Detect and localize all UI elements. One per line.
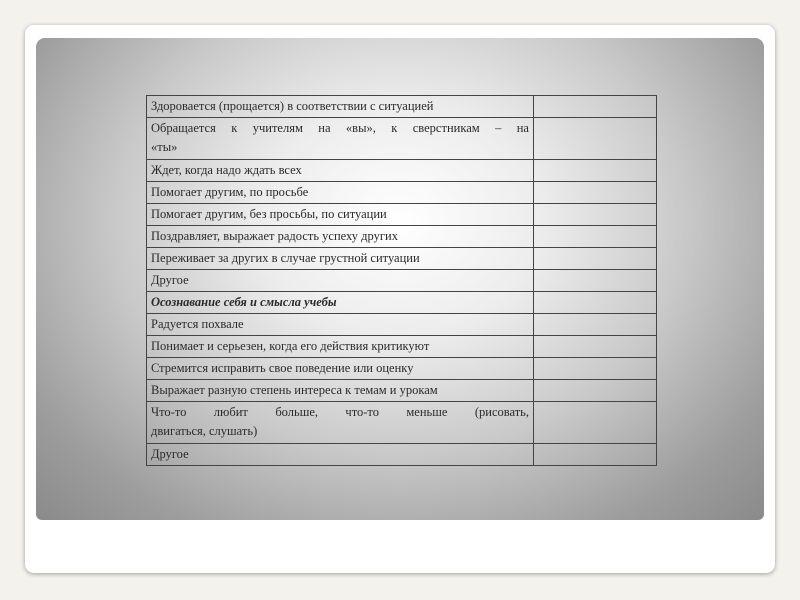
row-value-cell[interactable]	[534, 380, 657, 402]
row-value-cell[interactable]	[534, 226, 657, 248]
row-label	[147, 402, 534, 444]
table-row	[147, 226, 657, 248]
table-row	[147, 380, 657, 402]
table-row	[147, 444, 657, 466]
table-row	[147, 270, 657, 292]
row-label-line: Обращается к учителям на «вы», к сверстникам – на	[151, 121, 529, 135]
section-header-label: Осознавание себя и смысла учебы	[147, 292, 534, 314]
row-value-cell[interactable]	[534, 314, 657, 336]
row-value-cell[interactable]	[534, 204, 657, 226]
section-header-row	[147, 292, 657, 314]
table-row	[147, 182, 657, 204]
table-row	[147, 204, 657, 226]
row-label: Другое	[147, 444, 534, 466]
table-row	[147, 96, 657, 118]
row-value-cell[interactable]	[534, 118, 657, 160]
row-value-cell[interactable]	[534, 444, 657, 466]
row-label: Помогает другим, по просьбе	[147, 182, 534, 204]
table-row	[147, 118, 657, 160]
row-label: Ждет, когда надо ждать всех	[147, 160, 534, 182]
table-row	[147, 358, 657, 380]
table-row	[147, 314, 657, 336]
row-label: Стремится исправить свое поведение или оценку	[147, 358, 534, 380]
row-label-line: «ты»	[151, 140, 178, 154]
table-row	[147, 160, 657, 182]
row-value-cell[interactable]	[534, 358, 657, 380]
row-value-cell[interactable]	[534, 96, 657, 118]
behavior-checklist-table	[146, 95, 657, 466]
row-value-cell[interactable]	[534, 182, 657, 204]
table-row	[147, 336, 657, 358]
table-row	[147, 402, 657, 444]
row-label	[147, 118, 534, 160]
row-label-line: двигаться, слушать)	[151, 424, 258, 438]
row-value-cell[interactable]	[534, 336, 657, 358]
row-label: Здоровается (прощается) в соответствии с ситуацией	[147, 96, 534, 118]
row-value-cell[interactable]	[534, 248, 657, 270]
row-label: Другое	[147, 270, 534, 292]
row-label: Радуется похвале	[147, 314, 534, 336]
table-row	[147, 248, 657, 270]
row-label: Понимает и серьезен, когда его действия критикуют	[147, 336, 534, 358]
row-label: Поздравляет, выражает радость успеху других	[147, 226, 534, 248]
row-label-line: Что-то любит больше, что-то меньше (рисовать,	[151, 405, 529, 419]
row-value-cell[interactable]	[534, 160, 657, 182]
row-label: Переживает за других в случае грустной ситуации	[147, 248, 534, 270]
row-label: Помогает другим, без просьбы, по ситуации	[147, 204, 534, 226]
row-value-cell[interactable]	[534, 292, 657, 314]
row-label: Выражает разную степень интереса к темам и урокам	[147, 380, 534, 402]
row-value-cell[interactable]	[534, 402, 657, 444]
row-value-cell[interactable]	[534, 270, 657, 292]
